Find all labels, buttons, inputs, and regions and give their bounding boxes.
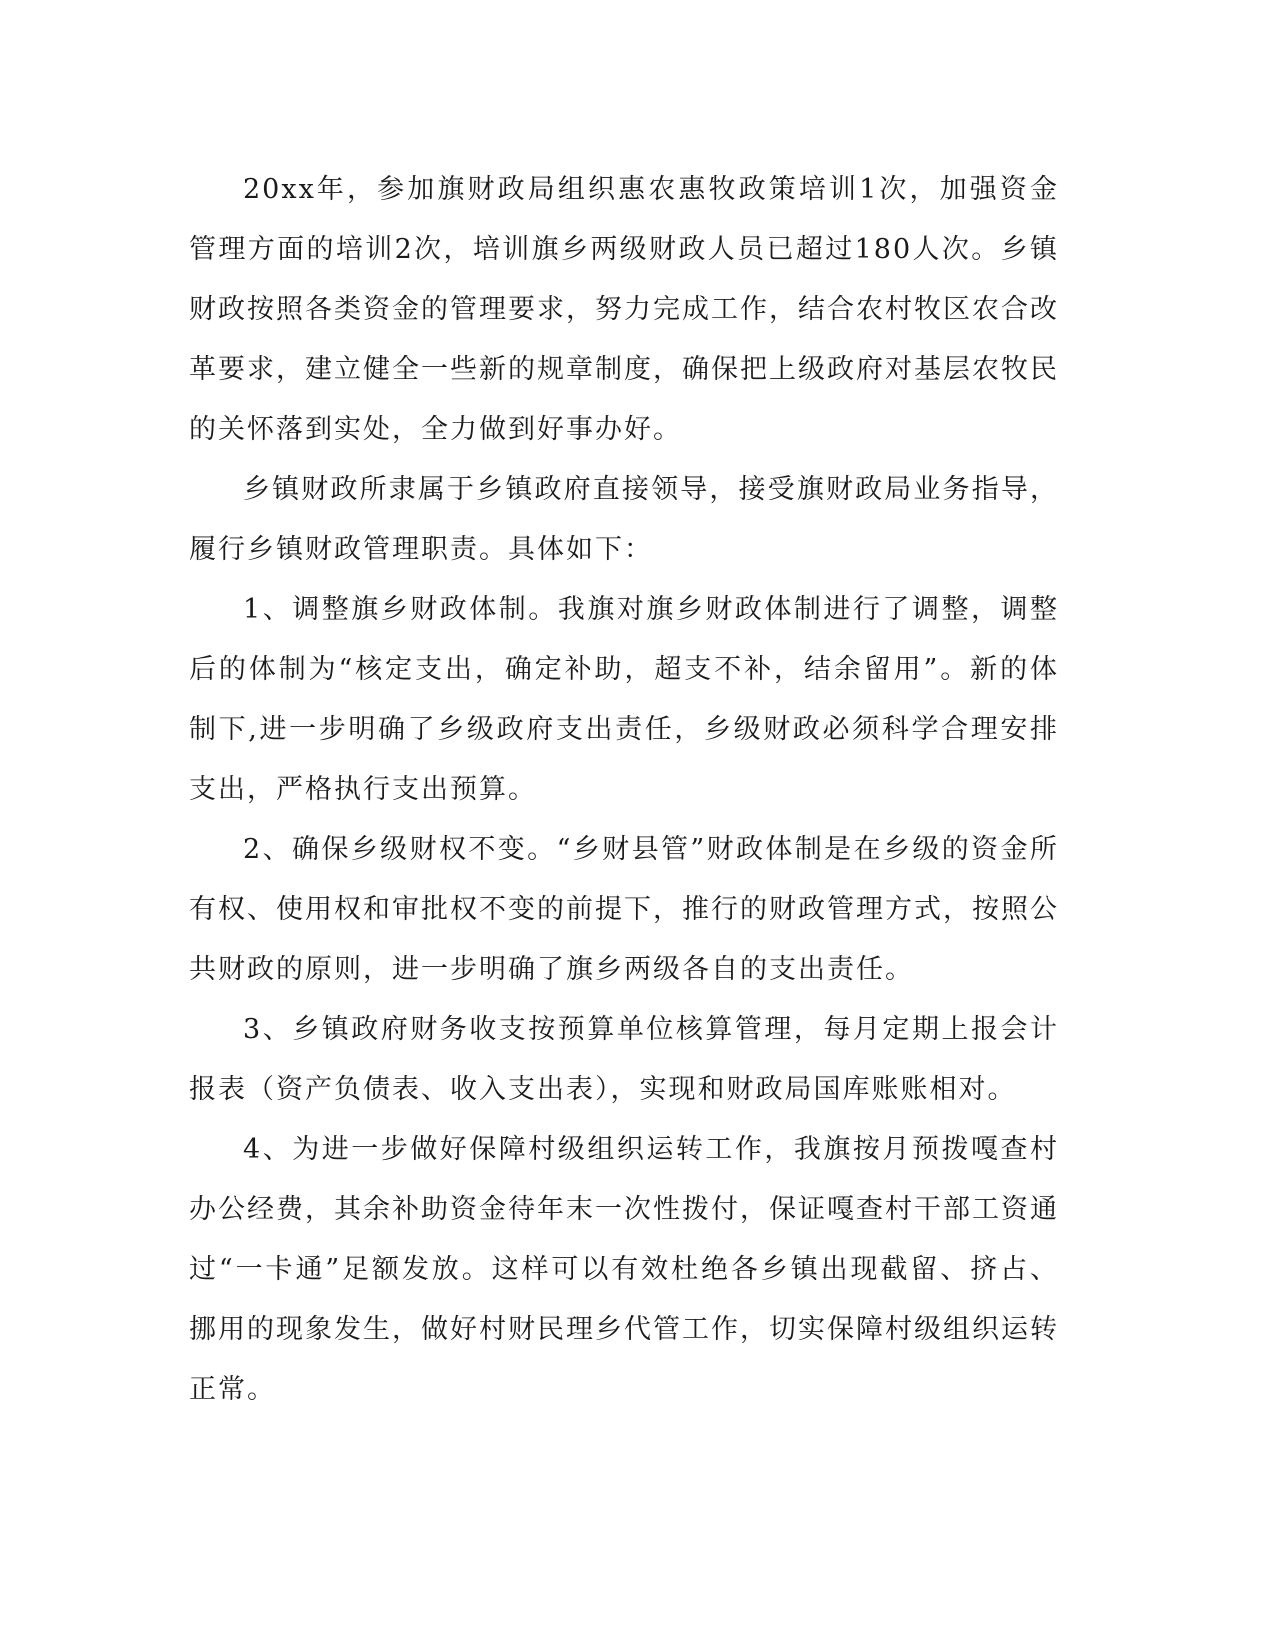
paragraph-item-1-adjust-system: 1、调整旗乡财政体制。我旗对旗乡财政体制进行了调整，调整后的体制为“核定支出，确定补助，超支不补，结余留用”。新的体制下,进一步明确了乡级政府支出责任，乡级财政必须科学合理安排支出，严格执行支出预算。 <box>189 594 1059 805</box>
paragraph-item-4-village-operations: 4、为进一步做好保障村级组织运转工作，我旗按月预拨嘎查村办公经费，其余补助资金待年末一次性拨付，保证嘎查村干部工资通过“一卡通”足额发放。这样可以有效杜绝各乡镇出现截留、挤占、挪用的现象发生，做好村财民理乡代管工作，切实保障村级组织运转正常。 <box>189 1134 1059 1405</box>
paragraph-item-3-accounting: 3、乡镇政府财务收支按预算单位核算管理，每月定期上报会计报表（资产负债表、收入支出表），实现和财政局国库账账相对。 <box>189 1014 1059 1105</box>
document-body <box>189 160 1059 1420</box>
paragraph-item-2-financial-rights: 2、确保乡级财权不变。“乡财县管”财政体制是在乡级的资金所有权、使用权和审批权不变的前提下，推行的财政管理方式，按照公共财政的原则，进一步明确了旗乡两级各自的支出责任。 <box>189 834 1059 985</box>
paragraph-finance-office-role: 乡镇财政所隶属于乡镇政府直接领导，接受旗财政局业务指导，履行乡镇财政管理职责。具体如下： <box>189 474 1059 565</box>
paragraph-training-summary: 20xx年，参加旗财政局组织惠农惠牧政策培训1次，加强资金管理方面的培训2次，培训旗乡两级财政人员已超过180人次。乡镇财政按照各类资金的管理要求，努力完成工作，结合农村牧区农合改革要求，建立健全一些新的规章制度，确保把上级政府对基层农牧民的关怀落到实处，全力做到好事办好。 <box>189 174 1059 445</box>
